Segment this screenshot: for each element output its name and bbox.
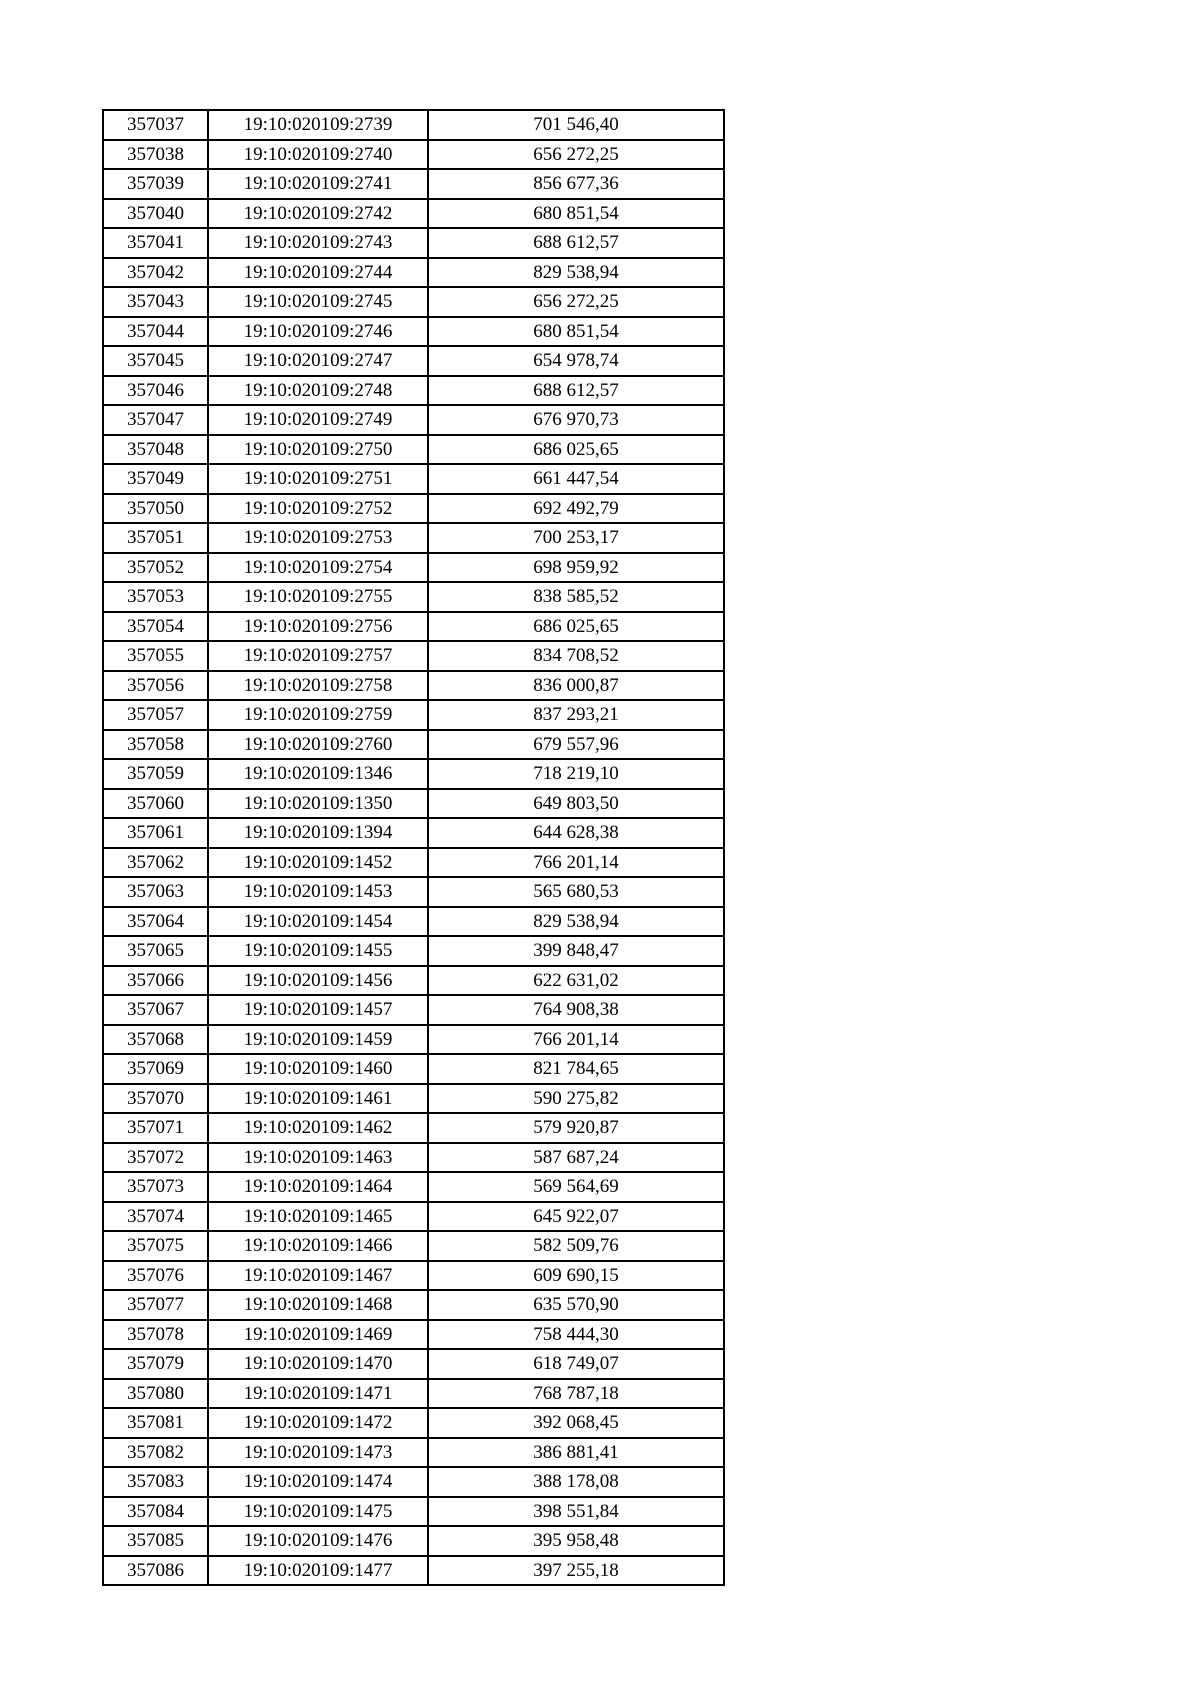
table-row <box>103 169 724 199</box>
value-cell: 398 551,84 <box>428 1497 724 1527</box>
table-row <box>103 1231 724 1261</box>
value-cell: 856 677,36 <box>428 169 724 199</box>
cadastral-number-cell: 19:10:020109:1454 <box>208 907 428 937</box>
table-row <box>103 199 724 229</box>
table-row <box>103 1172 724 1202</box>
cadastral-number-cell: 19:10:020109:2753 <box>208 523 428 553</box>
value-cell: 618 749,07 <box>428 1349 724 1379</box>
cadastral-number-cell: 19:10:020109:1465 <box>208 1202 428 1232</box>
row-number-cell: 357083 <box>103 1467 208 1497</box>
table-row <box>103 818 724 848</box>
row-number-cell: 357072 <box>103 1143 208 1173</box>
table-row <box>103 1497 724 1527</box>
table-row <box>103 936 724 966</box>
row-number-cell: 357058 <box>103 730 208 760</box>
value-cell: 829 538,94 <box>428 258 724 288</box>
value-cell: 688 612,57 <box>428 376 724 406</box>
cadastral-number-cell: 19:10:020109:2756 <box>208 612 428 642</box>
table-row <box>103 789 724 819</box>
row-number-cell: 357039 <box>103 169 208 199</box>
cadastral-number-cell: 19:10:020109:1474 <box>208 1467 428 1497</box>
cadastral-number-cell: 19:10:020109:1346 <box>208 759 428 789</box>
value-cell: 718 219,10 <box>428 759 724 789</box>
table-row <box>103 1290 724 1320</box>
value-cell: 679 557,96 <box>428 730 724 760</box>
row-number-cell: 357076 <box>103 1261 208 1291</box>
cadastral-number-cell: 19:10:020109:1457 <box>208 995 428 1025</box>
table-row <box>103 1054 724 1084</box>
cadastral-number-cell: 19:10:020109:2755 <box>208 582 428 612</box>
row-number-cell: 357084 <box>103 1497 208 1527</box>
value-cell: 579 920,87 <box>428 1113 724 1143</box>
row-number-cell: 357044 <box>103 317 208 347</box>
table-row <box>103 494 724 524</box>
cadastral-number-cell: 19:10:020109:1460 <box>208 1054 428 1084</box>
value-cell: 676 970,73 <box>428 405 724 435</box>
row-number-cell: 357074 <box>103 1202 208 1232</box>
cadastral-number-cell: 19:10:020109:2754 <box>208 553 428 583</box>
table-row <box>103 1438 724 1468</box>
row-number-cell: 357050 <box>103 494 208 524</box>
cadastral-number-cell: 19:10:020109:2759 <box>208 700 428 730</box>
cadastral-number-cell: 19:10:020109:1469 <box>208 1320 428 1350</box>
table-row <box>103 1143 724 1173</box>
cadastral-number-cell: 19:10:020109:2748 <box>208 376 428 406</box>
cadastral-number-cell: 19:10:020109:1394 <box>208 818 428 848</box>
row-number-cell: 357052 <box>103 553 208 583</box>
row-number-cell: 357077 <box>103 1290 208 1320</box>
table-row <box>103 612 724 642</box>
table-row <box>103 848 724 878</box>
cadastral-number-cell: 19:10:020109:2743 <box>208 228 428 258</box>
row-number-cell: 357086 <box>103 1556 208 1586</box>
row-number-cell: 357053 <box>103 582 208 612</box>
table-row <box>103 405 724 435</box>
table-row <box>103 966 724 996</box>
row-number-cell: 357069 <box>103 1054 208 1084</box>
row-number-cell: 357055 <box>103 641 208 671</box>
table-row <box>103 376 724 406</box>
row-number-cell: 357073 <box>103 1172 208 1202</box>
table-row <box>103 553 724 583</box>
cadastral-number-cell: 19:10:020109:2745 <box>208 287 428 317</box>
value-cell: 609 690,15 <box>428 1261 724 1291</box>
value-cell: 686 025,65 <box>428 612 724 642</box>
table-row <box>103 228 724 258</box>
table-row <box>103 435 724 465</box>
table-body <box>103 110 724 1585</box>
value-cell: 680 851,54 <box>428 199 724 229</box>
row-number-cell: 357066 <box>103 966 208 996</box>
row-number-cell: 357040 <box>103 199 208 229</box>
cadastral-number-cell: 19:10:020109:1455 <box>208 936 428 966</box>
row-number-cell: 357070 <box>103 1084 208 1114</box>
table-row <box>103 1379 724 1409</box>
table-row <box>103 317 724 347</box>
value-cell: 688 612,57 <box>428 228 724 258</box>
cadastral-number-cell: 19:10:020109:1472 <box>208 1408 428 1438</box>
cadastral-number-cell: 19:10:020109:1350 <box>208 789 428 819</box>
value-cell: 569 564,69 <box>428 1172 724 1202</box>
row-number-cell: 357054 <box>103 612 208 642</box>
value-cell: 587 687,24 <box>428 1143 724 1173</box>
row-number-cell: 357045 <box>103 346 208 376</box>
value-cell: 661 447,54 <box>428 464 724 494</box>
table-row <box>103 671 724 701</box>
row-number-cell: 357056 <box>103 671 208 701</box>
row-number-cell: 357064 <box>103 907 208 937</box>
cadastral-number-cell: 19:10:020109:1461 <box>208 1084 428 1114</box>
cadastral-number-cell: 19:10:020109:2744 <box>208 258 428 288</box>
row-number-cell: 357081 <box>103 1408 208 1438</box>
row-number-cell: 357078 <box>103 1320 208 1350</box>
cadastral-number-cell: 19:10:020109:1475 <box>208 1497 428 1527</box>
cadastral-number-cell: 19:10:020109:1462 <box>208 1113 428 1143</box>
table-row <box>103 523 724 553</box>
row-number-cell: 357063 <box>103 877 208 907</box>
value-cell: 392 068,45 <box>428 1408 724 1438</box>
value-cell: 692 492,79 <box>428 494 724 524</box>
cadastral-number-cell: 19:10:020109:1452 <box>208 848 428 878</box>
table-row <box>103 287 724 317</box>
row-number-cell: 357047 <box>103 405 208 435</box>
cadastral-number-cell: 19:10:020109:1467 <box>208 1261 428 1291</box>
row-number-cell: 357067 <box>103 995 208 1025</box>
value-cell: 386 881,41 <box>428 1438 724 1468</box>
table-row <box>103 1113 724 1143</box>
value-cell: 654 978,74 <box>428 346 724 376</box>
value-cell: 649 803,50 <box>428 789 724 819</box>
row-number-cell: 357042 <box>103 258 208 288</box>
cadastral-number-cell: 19:10:020109:2751 <box>208 464 428 494</box>
cadastral-number-cell: 19:10:020109:1471 <box>208 1379 428 1409</box>
cadastral-number-cell: 19:10:020109:2760 <box>208 730 428 760</box>
value-cell: 644 628,38 <box>428 818 724 848</box>
cadastral-number-cell: 19:10:020109:2740 <box>208 140 428 170</box>
table-row <box>103 110 724 140</box>
table-row <box>103 1084 724 1114</box>
cadastral-number-cell: 19:10:020109:1466 <box>208 1231 428 1261</box>
row-number-cell: 357060 <box>103 789 208 819</box>
cadastral-number-cell: 19:10:020109:1470 <box>208 1349 428 1379</box>
table-row <box>103 1261 724 1291</box>
table-row <box>103 877 724 907</box>
table-row <box>103 1408 724 1438</box>
table-row <box>103 1467 724 1497</box>
cadastral-number-cell: 19:10:020109:2750 <box>208 435 428 465</box>
value-cell: 766 201,14 <box>428 848 724 878</box>
row-number-cell: 357057 <box>103 700 208 730</box>
row-number-cell: 357037 <box>103 110 208 140</box>
table-row <box>103 1202 724 1232</box>
value-cell: 635 570,90 <box>428 1290 724 1320</box>
cadastral-number-cell: 19:10:020109:1456 <box>208 966 428 996</box>
value-cell: 764 908,38 <box>428 995 724 1025</box>
cadastral-number-cell: 19:10:020109:1463 <box>208 1143 428 1173</box>
value-cell: 766 201,14 <box>428 1025 724 1055</box>
cadastral-number-cell: 19:10:020109:2747 <box>208 346 428 376</box>
table-row <box>103 346 724 376</box>
value-cell: 698 959,92 <box>428 553 724 583</box>
row-number-cell: 357080 <box>103 1379 208 1409</box>
cadastral-number-cell: 19:10:020109:2739 <box>208 110 428 140</box>
cadastral-number-cell: 19:10:020109:1477 <box>208 1556 428 1586</box>
table-row <box>103 1349 724 1379</box>
table-row <box>103 995 724 1025</box>
row-number-cell: 357059 <box>103 759 208 789</box>
row-number-cell: 357079 <box>103 1349 208 1379</box>
table-row <box>103 641 724 671</box>
cadastral-number-cell: 19:10:020109:2752 <box>208 494 428 524</box>
cadastral-number-cell: 19:10:020109:1468 <box>208 1290 428 1320</box>
cadastral-number-cell: 19:10:020109:1473 <box>208 1438 428 1468</box>
value-cell: 656 272,25 <box>428 140 724 170</box>
value-cell: 821 784,65 <box>428 1054 724 1084</box>
row-number-cell: 357068 <box>103 1025 208 1055</box>
cadastral-number-cell: 19:10:020109:2749 <box>208 405 428 435</box>
value-cell: 758 444,30 <box>428 1320 724 1350</box>
value-cell: 700 253,17 <box>428 523 724 553</box>
row-number-cell: 357085 <box>103 1526 208 1556</box>
row-number-cell: 357038 <box>103 140 208 170</box>
cadastral-number-cell: 19:10:020109:2741 <box>208 169 428 199</box>
value-cell: 622 631,02 <box>428 966 724 996</box>
row-number-cell: 357082 <box>103 1438 208 1468</box>
value-cell: 834 708,52 <box>428 641 724 671</box>
cadastral-number-cell: 19:10:020109:2742 <box>208 199 428 229</box>
value-cell: 838 585,52 <box>428 582 724 612</box>
row-number-cell: 357062 <box>103 848 208 878</box>
value-cell: 395 958,48 <box>428 1526 724 1556</box>
value-cell: 565 680,53 <box>428 877 724 907</box>
value-cell: 680 851,54 <box>428 317 724 347</box>
table-row <box>103 759 724 789</box>
value-cell: 837 293,21 <box>428 700 724 730</box>
cadastral-number-cell: 19:10:020109:1459 <box>208 1025 428 1055</box>
value-cell: 397 255,18 <box>428 1556 724 1586</box>
table-row <box>103 730 724 760</box>
table-row <box>103 1526 724 1556</box>
value-cell: 590 275,82 <box>428 1084 724 1114</box>
value-cell: 829 538,94 <box>428 907 724 937</box>
table-row <box>103 258 724 288</box>
row-number-cell: 357065 <box>103 936 208 966</box>
table-row <box>103 140 724 170</box>
table-row <box>103 464 724 494</box>
table-row <box>103 582 724 612</box>
table-row <box>103 1025 724 1055</box>
cadastral-number-cell: 19:10:020109:2758 <box>208 671 428 701</box>
value-cell: 836 000,87 <box>428 671 724 701</box>
table-row <box>103 700 724 730</box>
row-number-cell: 357071 <box>103 1113 208 1143</box>
cadastral-number-cell: 19:10:020109:1476 <box>208 1526 428 1556</box>
table-row <box>103 1556 724 1586</box>
cadastral-number-cell: 19:10:020109:1453 <box>208 877 428 907</box>
cadastral-number-cell: 19:10:020109:2757 <box>208 641 428 671</box>
value-cell: 656 272,25 <box>428 287 724 317</box>
value-cell: 399 848,47 <box>428 936 724 966</box>
value-cell: 768 787,18 <box>428 1379 724 1409</box>
cadastral-number-cell: 19:10:020109:2746 <box>208 317 428 347</box>
value-cell: 388 178,08 <box>428 1467 724 1497</box>
table-row <box>103 907 724 937</box>
value-cell: 686 025,65 <box>428 435 724 465</box>
row-number-cell: 357075 <box>103 1231 208 1261</box>
row-number-cell: 357041 <box>103 228 208 258</box>
row-number-cell: 357049 <box>103 464 208 494</box>
row-number-cell: 357061 <box>103 818 208 848</box>
value-cell: 701 546,40 <box>428 110 724 140</box>
value-cell: 645 922,07 <box>428 1202 724 1232</box>
row-number-cell: 357048 <box>103 435 208 465</box>
row-number-cell: 357051 <box>103 523 208 553</box>
row-number-cell: 357046 <box>103 376 208 406</box>
row-number-cell: 357043 <box>103 287 208 317</box>
value-cell: 582 509,76 <box>428 1231 724 1261</box>
cadastral-number-cell: 19:10:020109:1464 <box>208 1172 428 1202</box>
table-row <box>103 1320 724 1350</box>
cadastral-value-table <box>102 109 725 1586</box>
